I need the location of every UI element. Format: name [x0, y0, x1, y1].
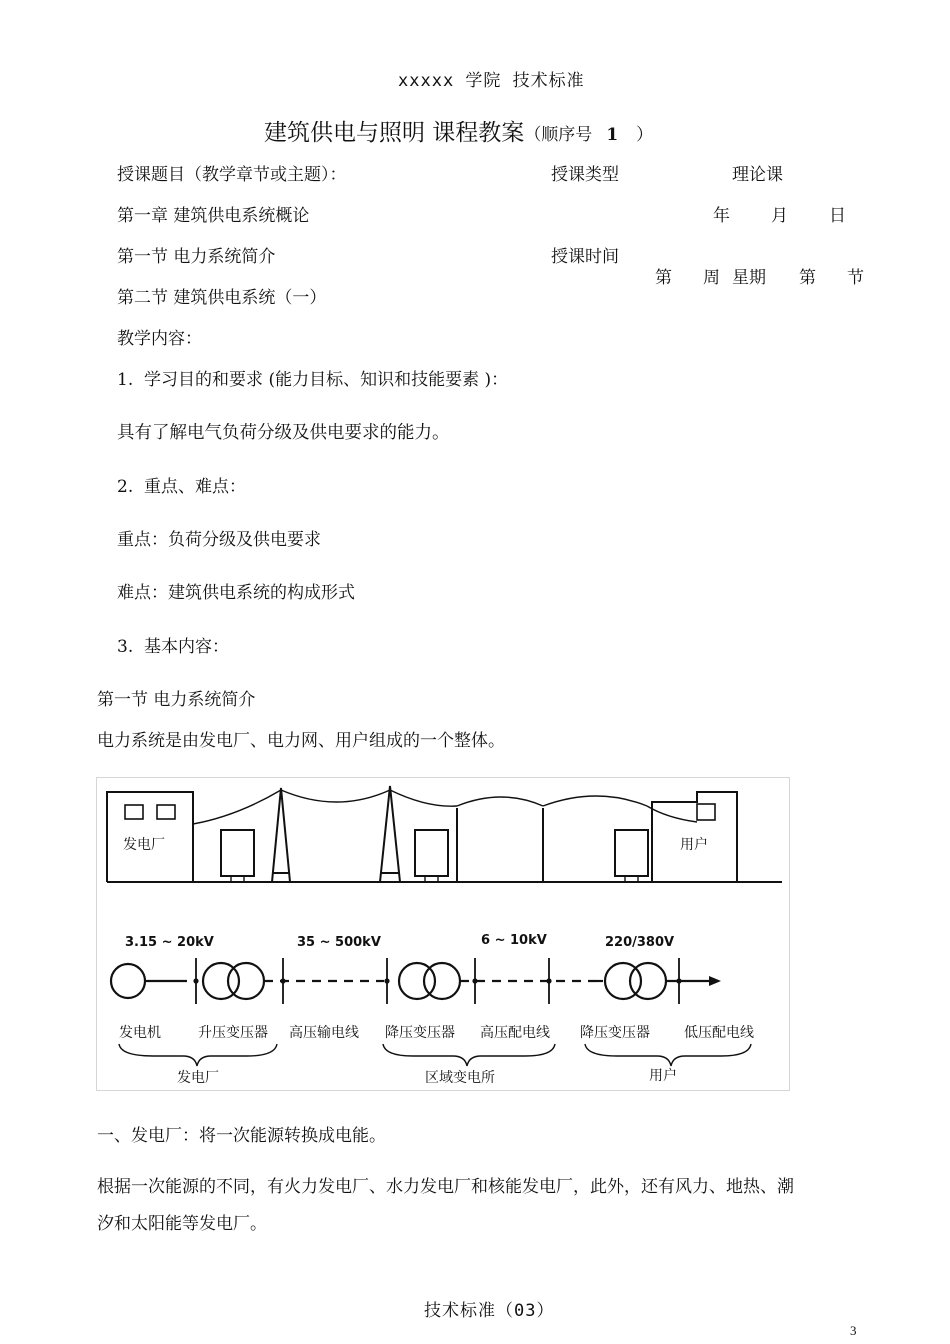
label-step-up: 升压变压器 [198, 1025, 268, 1041]
time-label: 授课时间 [551, 247, 619, 267]
step-down-tx1-right [424, 963, 460, 999]
item3-text: 基本内容： [144, 637, 230, 657]
page-footer: 技术标准（03） [424, 1301, 555, 1321]
plant-window-1 [125, 805, 143, 819]
brace-user [585, 1044, 751, 1066]
seq-prefix: （顺序号 [524, 125, 593, 145]
plant-label: 发电厂 [123, 837, 165, 853]
item1 [117, 365, 508, 390]
week-3: 星期 [732, 268, 766, 288]
transformer-box-3 [615, 830, 648, 876]
user-window [697, 804, 715, 820]
power-system-diagram [96, 777, 790, 1091]
brace-substation [383, 1044, 555, 1066]
date-month: 月 [771, 206, 788, 226]
overhead-line-1 [193, 790, 281, 824]
step-up-tx-right [228, 963, 264, 999]
type-label: 授课类型 [551, 165, 619, 185]
pole-2 [380, 786, 400, 882]
key-point: 重点：负荷分级及供电要求 [117, 530, 321, 550]
topic-label: 授课题目（教学章节或主题）： [117, 165, 347, 185]
brace-plant [119, 1044, 277, 1066]
label-generator: 发电机 [119, 1025, 161, 1041]
section2-title: 第二节 建筑供电系统（一） [117, 288, 327, 308]
para1-line2: 汐和太阳能等发电厂。 [97, 1214, 267, 1234]
para1-line1: 根据一次能源的不同，有火力发电厂、水力发电厂和核能发电厂，此外，还有风力、地热、潮 [97, 1177, 794, 1197]
label-lv-dist: 低压配电线 [684, 1025, 754, 1041]
overhead-line-2 [281, 790, 390, 802]
point1: 一、发电厂：将一次能源转换成电能。 [97, 1126, 386, 1146]
overhead-line-4 [457, 797, 543, 806]
overhead-line-3 [390, 790, 457, 806]
user-label: 用户 [680, 837, 708, 853]
item3-number: 3. [117, 637, 134, 657]
label-hv-dist: 高压配电线 [480, 1025, 550, 1041]
seq-number: 1 [606, 125, 619, 145]
voltage-2: 35 ~ 500kV [297, 935, 381, 950]
page-number: 3 [850, 1323, 857, 1338]
item2 [117, 472, 246, 497]
group-plant: 发电厂 [177, 1070, 219, 1086]
section1-title: 第一节 电力系统简介 [117, 247, 276, 267]
group-substation: 区域变电所 [425, 1070, 495, 1086]
page-header: xxxxx 学院 技术标准 [398, 71, 585, 91]
pole-1 [272, 788, 290, 882]
week-4: 第 [799, 268, 816, 288]
voltage-1: 3.15 ~ 20kV [125, 935, 214, 950]
item2-number: 2. [117, 477, 134, 497]
label-step-down-1: 降压变压器 [385, 1025, 455, 1041]
section-intro: 电力系统是由发电厂、电力网、用户组成的一个整体。 [97, 731, 505, 751]
date-day: 日 [829, 206, 846, 226]
voltage-4: 220/380V [605, 935, 675, 950]
item1-body: 具有了解电气负荷分级及供电要求的能力。 [117, 423, 450, 443]
week-5: 节 [847, 268, 864, 288]
label-hv-line: 高压输电线 [289, 1025, 359, 1041]
item1-number: 1. [117, 370, 134, 390]
voltage-3: 6 ~ 10kV [481, 933, 547, 948]
week-2: 周 [703, 268, 720, 288]
chapter-title: 第一章 建筑供电系统概论 [117, 206, 310, 226]
transformer-box-2 [415, 830, 448, 876]
power-system-figure [97, 778, 789, 1090]
document-title [264, 114, 653, 147]
content-heading: 教学内容： [117, 329, 202, 349]
overhead-line-5 [543, 796, 647, 806]
arrow-head [709, 976, 721, 986]
type-value: 理论课 [732, 165, 783, 185]
label-step-down-2: 降压变压器 [580, 1025, 650, 1041]
section-title: 第一节 电力系统简介 [97, 690, 256, 710]
difficulty-point: 难点：建筑供电系统的构成形式 [117, 583, 355, 603]
item1-text: 学习目的和要求 (能力目标、知识和技能要素 )： [144, 370, 509, 390]
seq-suffix: ） [636, 125, 654, 145]
step-down-tx2-right [630, 963, 666, 999]
group-user: 用户 [649, 1068, 677, 1084]
plant-window-2 [157, 805, 175, 819]
item2-text: 重点、难点： [144, 477, 247, 497]
overhead-line-6 [647, 806, 697, 822]
week-1: 第 [655, 268, 672, 288]
transformer-box-1 [221, 830, 254, 876]
generator-symbol [111, 964, 145, 998]
title-main: 建筑供电与照明 课程教案 [264, 120, 525, 146]
item3 [117, 632, 229, 657]
date-year: 年 [713, 206, 730, 226]
